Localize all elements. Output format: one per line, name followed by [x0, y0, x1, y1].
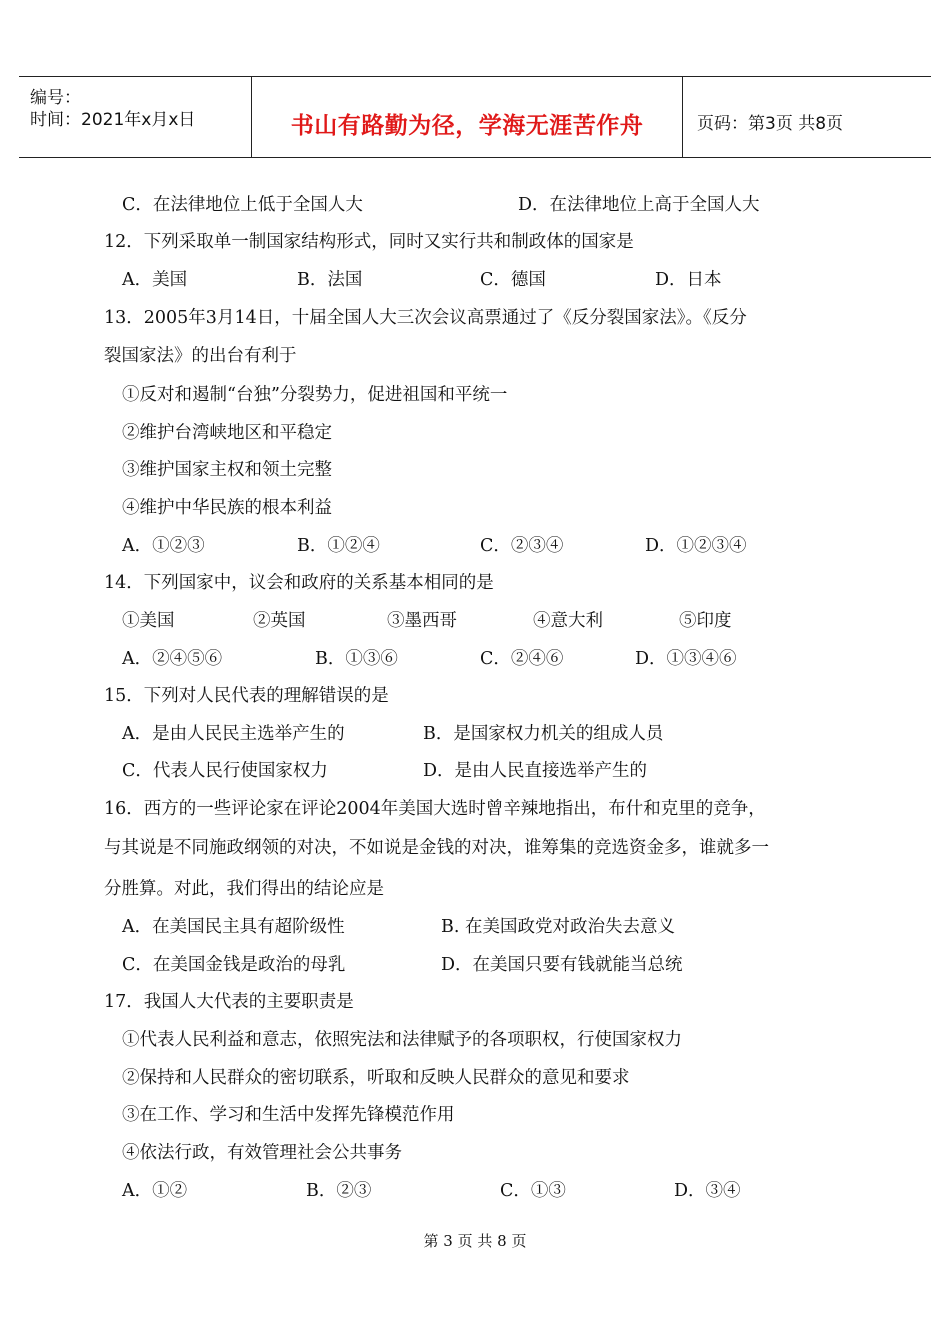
q13-option-c: C．②③④: [480, 536, 564, 556]
q13-option-a: A．①②③: [122, 536, 205, 556]
q14-stem: 14．下列国家中，议会和政府的关系基本相同的是: [104, 573, 494, 593]
q13-statement-2: ②维护台湾峡地区和平稳定: [122, 423, 332, 443]
q12-option-a: A．美国: [122, 270, 188, 290]
header-motto: 书山有路勤为径，学海无涯苦作舟: [290, 113, 644, 139]
header-page-info: 页码：第3页 共8页: [697, 114, 844, 134]
q16-stem-line2: 与其说是不同施政纲领的对决，不如说是金钱的对决，谁筹集的竞选资金多，谁就多一: [104, 838, 769, 858]
q13-statement-1: ①反对和遏制“台独”分裂势力，促进祖国和平统一: [122, 385, 508, 405]
q15-stem: 15．下列对人民代表的理解错误的是: [104, 686, 389, 706]
page-footer: 第 3 页 共 8 页: [423, 1232, 527, 1250]
document-number-label: 编号：: [30, 88, 81, 108]
header-left-cell: [19, 77, 252, 157]
q15-option-d: D．是由人民直接选举产生的: [423, 761, 648, 781]
q17-statement-4: ④依法行政，有效管理社会公共事务: [122, 1143, 402, 1163]
q15-option-b: B．是国家权力机关的组成人员: [423, 724, 664, 744]
q16-option-b: B. 在美国政党对政治失去意义: [441, 917, 675, 937]
q11-option-c: C．在法律地位上低于全国人大: [122, 195, 363, 215]
q17-statement-1: ①代表人民利益和意志，依照宪法和法律赋予的各项职权，行使国家权力: [122, 1030, 682, 1050]
q17-stem: 17．我国人大代表的主要职责是: [104, 992, 354, 1012]
q16-option-d: D．在美国只要有钱就能当总统: [441, 955, 683, 975]
q12-option-c: C．德国: [480, 270, 546, 290]
q14-option-c: C．②④⑥: [480, 649, 564, 669]
q14-option-b: B．①③⑥: [315, 649, 398, 669]
q14-option-d: D．①③④⑥: [635, 649, 737, 669]
q11-option-d: D．在法律地位上高于全国人大: [518, 195, 760, 215]
header-right-cell: [683, 77, 931, 157]
q17-option-b: B．②③: [306, 1181, 372, 1201]
q17-statement-3: ③在工作、学习和生活中发挥先锋模范作用: [122, 1105, 455, 1125]
q14-option-a: A．②④⑤⑥: [122, 649, 223, 669]
q15-option-c: C．代表人民行使国家权力: [122, 761, 328, 781]
q13-option-b: B．①②④: [297, 536, 380, 556]
q14-country-4: ④意大利: [533, 611, 603, 631]
q14-country-2: ②英国: [253, 611, 306, 631]
q17-statement-2: ②保持和人民群众的密切联系，听取和反映人民群众的意见和要求: [122, 1068, 630, 1088]
q14-country-1: ①美国: [122, 611, 175, 631]
q13-option-d: D．①②③④: [645, 536, 747, 556]
q16-stem-line3: 分胜算。对此，我们得出的结论应是: [104, 879, 384, 899]
q14-country-5: ⑤印度: [679, 611, 732, 631]
q17-option-a: A．①②: [122, 1181, 188, 1201]
header-middle-cell: [252, 77, 683, 157]
q16-stem-line1: 16．西方的一些评论家在评论2004年美国大选时曾辛辣地指出，布什和克里的竞争，: [104, 799, 766, 819]
q12-option-b: B．法国: [297, 270, 363, 290]
page-header: [19, 76, 931, 158]
q13-stem-line1: 13．2005年3月14日，十届全国人大三次会议高票通过了《反分裂国家法》。《反分: [104, 308, 747, 328]
q15-option-a: A．是由人民民主选举产生的: [122, 724, 345, 744]
q16-option-c: C．在美国金钱是政治的母乳: [122, 955, 346, 975]
q17-option-d: D．③④: [674, 1181, 741, 1201]
q12-stem: 12．下列采取单一制国家结构形式，同时又实行共和制政体的国家是: [104, 232, 634, 252]
q13-stem-line2: 裂国家法》的出台有利于: [104, 346, 297, 366]
q17-option-c: C．①③: [500, 1181, 566, 1201]
q12-option-d: D．日本: [655, 270, 722, 290]
q16-option-a: A．在美国民主具有超阶级性: [122, 917, 345, 937]
q14-country-3: ③墨西哥: [387, 611, 457, 631]
q13-statement-4: ④维护中华民族的根本利益: [122, 498, 332, 518]
document-time-label: 时间：2021年x月x日: [30, 110, 196, 130]
q13-statement-3: ③维护国家主权和领土完整: [122, 460, 332, 480]
